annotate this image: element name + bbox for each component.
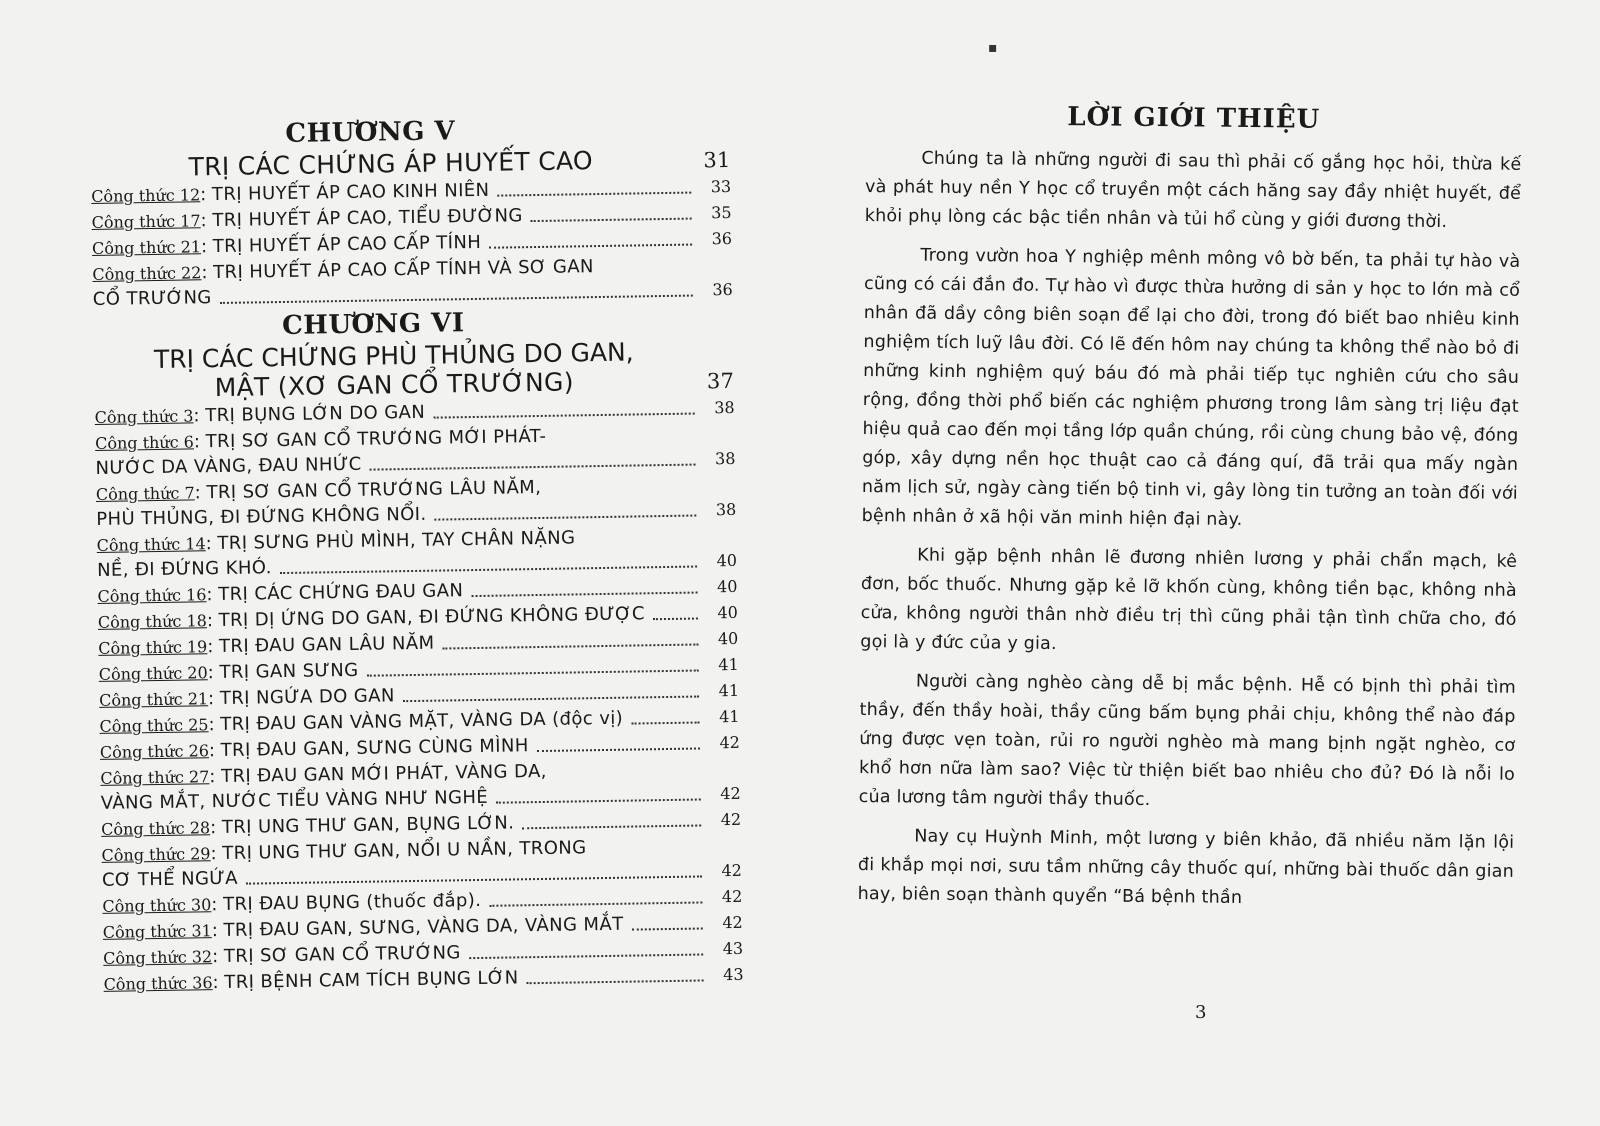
- paragraph: Người càng nghèo càng dễ bị mắc bệnh. Hễ có bịnh thì phải tìm thầy, đến thầy hoài, thầy cũng bấm bụng phải chịu, không thể nào đáp ứng được vẹn toàn, rủi ro người nghèo mà mang bịnh ngặt nghèo, cơ khổ hơn nữa làm sao? Việc từ thiện biết bao nhiêu cho đủ? Đó là nỗi lo của lương tâm người thầy thuốc.: [858, 671, 1516, 811]
- entry-title: TRỊ CÁC CHỨNG ĐAU GAN: [218, 580, 464, 606]
- dot-leader: [280, 566, 697, 575]
- dot-leader: [498, 192, 692, 197]
- entry-title: TRỊ SƯNG PHÙ MÌNH, TAY CHÂN NẶNG: [217, 527, 576, 555]
- dot-leader: [527, 979, 704, 984]
- paragraph: Khi gặp bệnh nhân lẽ đương nhiên lương y phải chẩn mạch, kê đơn, bốc thuốc. Nhưng gặp kẻ lỡ khốn cùng, không tiền bạc, không nhà cửa, không người thân nhờ điều trị thì cũng phải tận tình chữa cho, đó gọi là y đức của y gia.: [860, 545, 1518, 655]
- entry-title: TRỊ SƠ GAN CỔ TRƯỚNG LÂU NĂM,: [206, 476, 542, 504]
- table-of-contents: [90, 108, 754, 998]
- formula-label: Công thức 19: [98, 637, 208, 658]
- entry-title: TRỊ ĐAU GAN VÀNG MẶT, VÀNG DA (độc vị): [220, 707, 624, 736]
- dot-leader: [403, 696, 699, 703]
- toc-entry: Công thức 32 : TRỊ SƠ GAN CỔ TRƯỚNG 43: [103, 936, 743, 971]
- entry-title: TRỊ HUYẾT ÁP CAO KINH NIÊN: [211, 179, 490, 206]
- formula-label: Công thức 30: [102, 895, 212, 916]
- dot-leader: [531, 218, 692, 223]
- entry-title-continued: NỀ, ĐI ĐỨNG KHÓ.: [96, 557, 272, 581]
- formula-label: Công thức 12: [91, 185, 201, 206]
- toc-entry: Công thức 29 : TRỊ UNG THƯ GAN, NỔI U NẦN, TRONG CƠ THỂ NGỨA 42: [101, 837, 743, 891]
- entry-page-number: 42: [719, 732, 741, 753]
- formula-label: Công thức 3: [94, 406, 194, 427]
- entry-page-number: 33: [710, 176, 732, 197]
- entry-title-continued: CỔ TRƯỚNG: [92, 287, 212, 310]
- chapter-title-text: MẬT (XƠ GAN CỔ TRƯỚNG): [214, 367, 574, 403]
- paragraph: Nay cụ Huỳnh Minh, một lương y biên khảo, đã nhiều năm lặn lội đi khắp mọi nơi, sưu tầm những cây thuốc quí, những bài thuốc dân gian hay, biên soạn thành quyển “Bá bệnh thần: [857, 826, 1515, 908]
- toc-entry: Công thức 36 : TRỊ BỆNH CAM TÍCH BỤNG LỚN 43: [103, 962, 743, 997]
- entry-page-number: 40: [716, 550, 738, 571]
- dot-leader: [469, 953, 703, 959]
- toc-entry: Công thức 14 : TRỊ SƯNG PHÙ MÌNH, TAY CHÂN NẶNG NỀ, ĐI ĐỨNG KHÓ. 40: [96, 527, 738, 581]
- print-mark: ▪: [988, 40, 998, 56]
- paragraph: Trong vườn hoa Y nghiệp mênh mông vô bờ bến, ta phải tự hào và cũng có cái đắn đo. Tự hào vì được thừa hưởng di sản y học to lớn mà cổ nhân đã dầy công biên soạn để lại cho đời, trong đó biết bao nhiêu kinh nghiệm tích luỹ lâu đời. Có lẽ đến hôm nay chúng ta không thể nào bỏ đi những kinh nghiệm quý báu đó mà phải tiếp tục nghiên cứu cho sâu rộng, đồng thời phổ biến các nghiệm phương trong lâm sàng trị liệu đạt hiệu quả cao đến mọi tầng lớp quần chúng, rồi cùng chung bảo vệ, đóng góp, xây dựng nền học thuật cao cả đáng quí, đã trải qua mấy ngàn năm lịch sử, ngày càng tiến bộ tinh vi, gây lòng tin tưởng an toàn đối với bệnh nhân ở xã hội văn minh hiện đại này.: [861, 245, 1521, 530]
- entry-title: TRỊ GAN SƯNG: [219, 659, 359, 684]
- entry-title: TRỊ NGỨA DO GAN: [219, 685, 395, 710]
- toc-entry: Công thức 18 : TRỊ DỊ ỨNG DO GAN, ĐI ĐỨNG KHÔNG ĐƯỢC 40: [98, 600, 738, 635]
- dot-leader: [632, 927, 703, 930]
- toc-entry: Công thức 30 : TRỊ ĐAU BỤNG (thuốc đắp). 42: [102, 884, 742, 919]
- entry-page-number: 41: [718, 706, 740, 727]
- chapter-page-number: 31: [703, 147, 731, 173]
- entry-page-number: 40: [717, 602, 738, 623]
- dot-leader: [489, 244, 692, 249]
- formula-label: Công thức 14: [96, 534, 206, 555]
- entry-title: TRỊ DỊ ỨNG DO GAN, ĐI ĐỨNG KHÔNG ĐƯỢC: [218, 603, 646, 632]
- chapter-section: [90, 112, 743, 312]
- dot-leader: [496, 798, 701, 803]
- entry-page-number: 41: [718, 680, 740, 701]
- entry-page-number: 38: [714, 448, 736, 469]
- entry-title: TRỊ HUYẾT ÁP CAO CẤP TÍNH VÀ SƠ GAN: [213, 256, 594, 284]
- entry-title: TRỊ BỆNH CAM TÍCH BỤNG LỚN: [224, 967, 519, 993]
- formula-label: Công thức 21: [91, 237, 202, 258]
- formula-label: Công thức 27: [100, 767, 210, 788]
- entry-page-number: 36: [712, 279, 733, 300]
- entry-title: TRỊ ĐAU BỤNG (thuốc đắp).: [222, 889, 482, 916]
- entry-title-continued: PHÙ THỦNG, ĐI ĐỨNG KHÔNG NỔI.: [96, 503, 427, 530]
- toc-entry: Công thức 21 : TRỊ HUYẾT ÁP CAO CẤP TÍNH 36: [92, 226, 732, 261]
- formula-label: Công thức 22: [92, 263, 202, 284]
- entry-title: TRỊ HUYẾT ÁP CAO CẤP TÍNH: [212, 231, 482, 258]
- entry-title: TRỊ SƠ GAN CỔ TRƯỚNG MỚI PHÁT-: [205, 425, 547, 453]
- dot-leader: [433, 413, 694, 419]
- dot-leader: [370, 464, 696, 471]
- toc-entry: Công thức 7 : TRỊ SƠ GAN CỔ TRƯỚNG LÂU NĂM, PHÙ THỦNG, ĐI ĐỨNG KHÔNG NỔI. 38: [95, 476, 737, 530]
- chapter-page-number: 37: [706, 368, 735, 394]
- chapter-entries: [95, 395, 754, 997]
- dot-leader: [631, 722, 699, 725]
- entry-title: TRỊ HUYẾT ÁP CAO, TIỂU ĐƯỜNG: [212, 205, 523, 232]
- formula-label: Công thức 25: [99, 715, 209, 736]
- dot-leader: [367, 670, 699, 677]
- formula-label: Công thức 36: [103, 973, 213, 994]
- chapter-title-text: TRỊ CÁC CHỨNG ÁP HUYẾT CAO: [188, 146, 594, 182]
- entry-page-number: 35: [711, 202, 732, 223]
- entry-page-number: 42: [720, 809, 742, 830]
- chapter-section: [93, 304, 754, 997]
- dot-leader: [435, 515, 697, 521]
- dot-leader: [653, 618, 698, 621]
- toc-entry: Công thức 26 : TRỊ ĐAU GAN, SƯNG CÙNG MÌNH 42: [100, 730, 740, 765]
- formula-label: Công thức 18: [97, 611, 208, 632]
- entry-title-continued: NƯỚC DA VÀNG, ĐAU NHỨC: [95, 453, 362, 479]
- entry-title-continued: CƠ THỂ NGỨA: [101, 867, 239, 891]
- chapter-title-line: TRỊ CÁC CHỨNG PHÙ THỦNG DO GAN,: [153, 337, 634, 375]
- entry-title: TRỊ ĐAU GAN, SƯNG CÙNG MÌNH: [220, 735, 529, 762]
- formula-label: Công thức 29: [101, 844, 211, 865]
- entry-page-number: 42: [722, 912, 743, 933]
- toc-entry: Công thức 21 : TRỊ NGỨA DO GAN 41: [99, 678, 739, 713]
- formula-label: Công thức 32: [103, 947, 213, 968]
- page-number: 3: [1195, 1002, 1207, 1023]
- entry-title: TRỊ UNG THƯ GAN, NỔI U NẦN, TRONG: [222, 837, 587, 865]
- entry-title: TRỊ ĐAU GAN MỚI PHÁT, VÀNG DA,: [220, 760, 548, 788]
- toc-entry: Công thức 16 : TRỊ CÁC CHỨNG ĐAU GAN 40: [97, 574, 737, 609]
- dot-leader: [471, 592, 697, 598]
- entry-title: TRỊ SƠ GAN CỔ TRƯỚNG: [223, 942, 461, 967]
- entry-page-number: 42: [721, 860, 743, 881]
- toc-entry: Công thức 17 : TRỊ HUYẾT ÁP CAO, TIỂU ĐƯỜNG 35: [91, 200, 731, 235]
- entry-title-continued: VÀNG MẮT, NƯỚC TIỂU VÀNG NHƯ NGHỆ: [100, 786, 489, 814]
- entry-page-number: 38: [715, 499, 737, 520]
- formula-label: Công thức 20: [98, 663, 208, 684]
- toc-entry: Công thức 27 : TRỊ ĐAU GAN MỚI PHÁT, VÀNG DA, VÀNG MẮT, NƯỚC TIỂU VÀNG NHƯ NGHỆ 42: [100, 760, 741, 814]
- entry-page-number: 40: [717, 628, 739, 649]
- formula-label: Công thức 17: [91, 211, 201, 232]
- dot-leader: [220, 295, 693, 304]
- formula-label: Công thức 16: [97, 585, 207, 606]
- formula-label: Công thức 31: [102, 921, 212, 942]
- page-title: LỜI GIỚI THIỆU: [1067, 102, 1321, 135]
- toc-entry: Công thức 3 : TRỊ BỤNG LỚN DO GAN 38: [95, 395, 735, 430]
- dot-leader: [246, 875, 702, 884]
- entry-title: TRỊ ĐAU GAN LÂU NĂM: [218, 632, 435, 658]
- formula-label: Công thức 6: [94, 432, 195, 453]
- entry-page-number: 42: [720, 783, 741, 804]
- toc-entry: Công thức 22 : TRỊ HUYẾT ÁP CAO CẤP TÍNH VÀ SƠ GAN CỔ TRƯỚNG 36: [92, 256, 733, 310]
- chapter-heading: CHƯƠNG V: [285, 116, 456, 149]
- dot-leader: [489, 901, 702, 906]
- entry-title: TRỊ BỤNG LỚN DO GAN: [205, 401, 426, 427]
- right-page: [800, 0, 1600, 1126]
- formula-label: Công thức 7: [95, 483, 195, 504]
- entry-page-number: 43: [722, 938, 744, 959]
- entry-page-number: 38: [714, 397, 735, 418]
- introduction: [857, 100, 1522, 926]
- formula-label: Công thức 28: [101, 818, 211, 839]
- dot-leader: [537, 747, 700, 752]
- entry-page-number: 42: [721, 886, 743, 907]
- chapter-heading: CHƯƠNG VI: [281, 308, 465, 342]
- entry-page-number: 43: [723, 964, 744, 985]
- entry-page-number: 41: [718, 654, 739, 675]
- toc-entry: Công thức 12 : TRỊ HUYẾT ÁP CAO KINH NIÊN 33: [91, 174, 731, 209]
- toc-entry: Công thức 25 : TRỊ ĐAU GAN VÀNG MẶT, VÀNG DA (độc vị) 41: [99, 704, 739, 739]
- toc-entry: Công thức 6 : TRỊ SƠ GAN CỔ TRƯỚNG MỚI PHÁT- NƯỚC DA VÀNG, ĐAU NHỨC 38: [94, 425, 736, 479]
- entry-page-number: 40: [716, 576, 738, 597]
- dot-leader: [443, 644, 699, 650]
- toc-entry: Công thức 20 : TRỊ GAN SƯNG 41: [99, 652, 739, 687]
- toc-entry: Công thức 31 : TRỊ ĐAU GAN, SƯNG, VÀNG DA, VÀNG MẮT 42: [103, 910, 743, 945]
- toc-entry: Công thức 19 : TRỊ ĐAU GAN LÂU NĂM 40: [98, 626, 738, 661]
- entry-title: TRỊ UNG THƯ GAN, BỤNG LỚN.: [221, 812, 515, 839]
- dot-leader: [522, 824, 701, 829]
- entry-page-number: 36: [711, 228, 733, 249]
- formula-label: Công thức 26: [99, 741, 210, 762]
- paragraph: Chúng ta là những người đi sau thì phải cố gắng học hỏi, thừa kế và phát huy nền Y học cổ truyền một cách hăng say đầy nhiệt huyết, để khỏi phụ lòng các bậc tiền nhân và tủi hổ cùng y giới đương thời.: [864, 148, 1522, 233]
- formula-label: Công thức 21: [99, 689, 209, 710]
- toc-entry: Công thức 28 : TRỊ UNG THƯ GAN, BỤNG LỚN. 42: [101, 807, 741, 842]
- entry-title: TRỊ ĐAU GAN, SƯNG, VÀNG DA, VÀNG MẮT: [223, 913, 624, 942]
